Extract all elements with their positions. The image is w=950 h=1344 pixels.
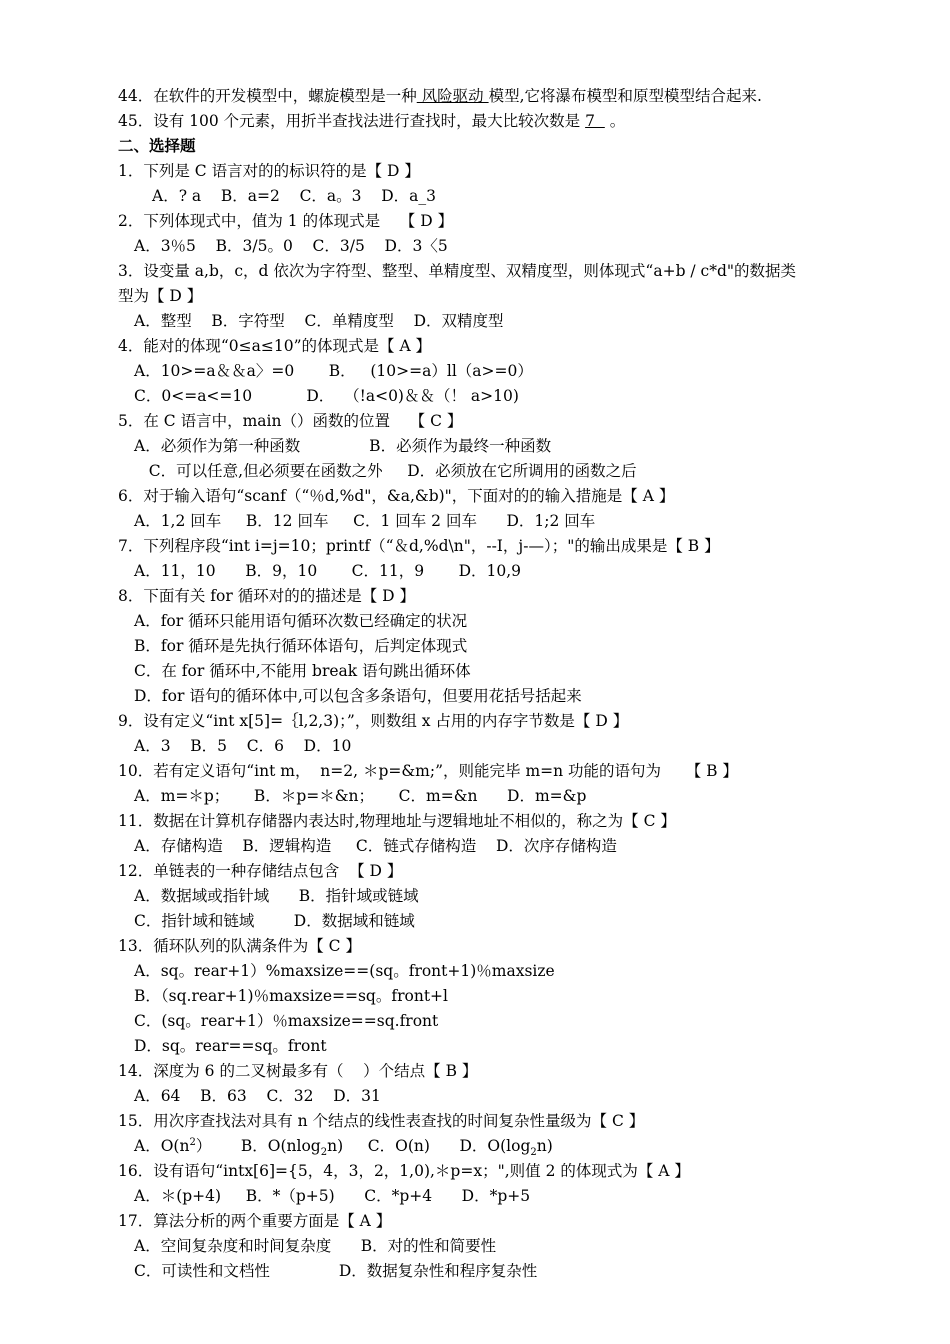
question-13-option-c: C．(sq。rear+1）％maxsize==sq.front bbox=[134, 1012, 439, 1030]
question-15-options bbox=[134, 1136, 553, 1159]
question-8-option-d: D．for 语句的循环体中,可以包含多条语句，但要用花括号括起来 bbox=[134, 687, 582, 705]
question-1-stem: 1．下列是 C 语言对的的标识符的是【 D 】 bbox=[118, 162, 420, 180]
option-b-end: n) bbox=[327, 1137, 344, 1155]
question-6-options: A．1,2 回车 B．12 回车 C．1 回车 2 回车 D．1;2 回车 bbox=[134, 512, 596, 530]
option-d-subscript: 2 bbox=[530, 1147, 537, 1159]
question-12-options-ab: A．数据域或指针域 B．指针域或链域 bbox=[134, 887, 419, 905]
question-3-stem-continued: 型为【 D 】 bbox=[118, 287, 203, 305]
question-12-stem: 12．单链表的一种存储结点包含 【 D 】 bbox=[118, 862, 403, 880]
question-6-stem: 6．对于输入语句“scanf（“％d,%d"，&a,&b)"，下面对的的输入措施是【 A 】 bbox=[118, 487, 675, 505]
question-5-stem: 5．在 C 语言中，main（）函数的位置 【 C 】 bbox=[118, 412, 463, 430]
question-8-option-a: A．for 循环只能用语句循环次数已经确定的状况 bbox=[134, 612, 468, 630]
question-8-stem: 8．下面有关 for 循环对的的描述是【 D 】 bbox=[118, 587, 415, 605]
question-4-stem: 4．能对的体现“0≤a≤10”的体现式是【 A 】 bbox=[118, 337, 432, 355]
question-14-stem: 14．深度为 6 的二叉树最多有（ ）个结点【 B 】 bbox=[118, 1062, 478, 1080]
question-13-option-d: D．sq。rear==sq。front bbox=[134, 1037, 327, 1055]
question-13-option-b: B．（sq.rear+1)％maxsize==sq。front+l bbox=[134, 987, 448, 1005]
option-a-end: ） bbox=[195, 1137, 212, 1155]
question-2-stem: 2．下列体现式中，值为 1 的体现式是 【 D 】 bbox=[118, 212, 454, 230]
option-a-text: A．O(n bbox=[134, 1137, 190, 1155]
question-45 bbox=[118, 111, 625, 131]
question-2-options: A．3％5 B．3/5。0 C．3/5 D．3〈5 bbox=[134, 237, 448, 255]
question-10-options: A．m=＊p； B．＊p=＊&n； C．m=&n D．m=&p bbox=[134, 787, 587, 805]
question-5-options-cd: C．可以任意,但必须要在函数之外 D．必须放在它所调用的函数之后 bbox=[134, 462, 637, 480]
question-8-option-c: C．在 for 循环中,不能用 break 语句跳出循环体 bbox=[134, 662, 471, 680]
question-17-stem: 17．算法分析的两个重要方面是【 A 】 bbox=[118, 1212, 392, 1230]
question-17-options-cd: C．可读性和文档性 D．数据复杂性和程序复杂性 bbox=[134, 1262, 538, 1280]
question-5-options-ab: A．必须作为第一种函数 B．必须作为最终一种函数 bbox=[134, 437, 552, 455]
question-12-options-cd: C．指针域和链域 D．数据域和链域 bbox=[134, 912, 415, 930]
question-15-stem: 15．用次序查找法对具有 n 个结点的线性表查找的时间复杂性量级为【 C 】 bbox=[118, 1112, 645, 1130]
question-10-stem: 10．若有定义语句“int m， n=2, ＊p=&m;”，则能完毕 m=n 功能的语句为 【 B 】 bbox=[118, 762, 738, 780]
option-d-end: n) bbox=[536, 1137, 553, 1155]
question-11-stem: 11．数据在计算机存储器内表达时,物理地址与逻辑地址不相似的，称之为【 C 】 bbox=[118, 812, 676, 830]
question-7-options: A．11，10 B．9，10 C．11，9 D．10,9 bbox=[134, 562, 522, 580]
question-8-option-b: B．for 循环是先执行循环体语句，后判定体现式 bbox=[134, 637, 468, 655]
question-14-options: A．64 B．63 C．32 D．31 bbox=[134, 1087, 381, 1105]
question-9-stem: 9．设有定义“int x[5]=｛l,2,3)；”，则数组 x 占用的内存字节数是【 D 】 bbox=[118, 712, 629, 730]
question-17-options-ab: A．空间复杂度和时间复杂度 B．对的性和简要性 bbox=[134, 1237, 497, 1255]
section-title: 二、选择题 bbox=[118, 136, 196, 155]
question-13-option-a: A．sq。rear+1）%maxsize==(sq。front+1)％maxsize bbox=[134, 962, 555, 980]
question-7-stem: 7．下列程序段“int i=j=10；printf（“＆d,%d\n"，--I，j-—）；"的输出成果是【 B 】 bbox=[118, 537, 720, 555]
question-16-options: A．＊(p+4) B．*（p+5) C．*p+4 D．*p+5 bbox=[134, 1187, 531, 1205]
question-3-options: A．整型 B．字符型 C．单精度型 D．双精度型 bbox=[134, 312, 504, 330]
question-1-options: A．? a B．a=2 C．a。3 D．a_3 bbox=[152, 187, 437, 205]
option-b-text: B．O(nlog bbox=[211, 1137, 321, 1155]
question-45-answer: 7 bbox=[585, 112, 605, 130]
question-3-stem: 3．设变量 a,b，c，d 依次为字符型、整型、单精度型、双精度型，则体现式“a+b / c*d"的数据类 bbox=[118, 262, 797, 280]
question-4-options-ab: A．10>=a＆＆a〉=0 B． (10>=a）ll（a>=0） bbox=[134, 362, 533, 380]
question-44-stem: 44．在软件的开发模型中，螺旋模型是一种 bbox=[118, 87, 417, 105]
question-45-stem: 45．设有 100 个元素，用折半查找法进行查找时，最大比较次数是 bbox=[118, 112, 586, 130]
question-13-stem: 13．循环队列的队满条件为【 C 】 bbox=[118, 937, 361, 955]
option-a-superscript: 2 bbox=[189, 1136, 196, 1148]
option-cd-text: C．O(n) D．O(log bbox=[343, 1137, 531, 1155]
question-4-options-cd: C．0<=a<=10 D． （!a<0)＆＆（！ a>10) bbox=[134, 387, 519, 405]
question-9-options: A．3 B．5 C．6 D．10 bbox=[134, 737, 352, 755]
option-b-subscript: 2 bbox=[320, 1147, 328, 1159]
question-44-answer: 风险驱动 bbox=[416, 87, 489, 105]
question-45-tail: 。 bbox=[604, 112, 626, 130]
question-16-stem: 16．设有语句“intx[6]={5，4，3，2，1,0),＊p=x；",则值 2 的体现式为【 A 】 bbox=[118, 1162, 690, 1180]
question-44 bbox=[118, 86, 762, 106]
question-11-options: A．存储构造 B．逻辑构造 C．链式存储构造 D．次序存储构造 bbox=[134, 837, 617, 855]
question-44-tail: 模型,它将瀑布模型和原型模型结合起来. bbox=[488, 87, 762, 105]
